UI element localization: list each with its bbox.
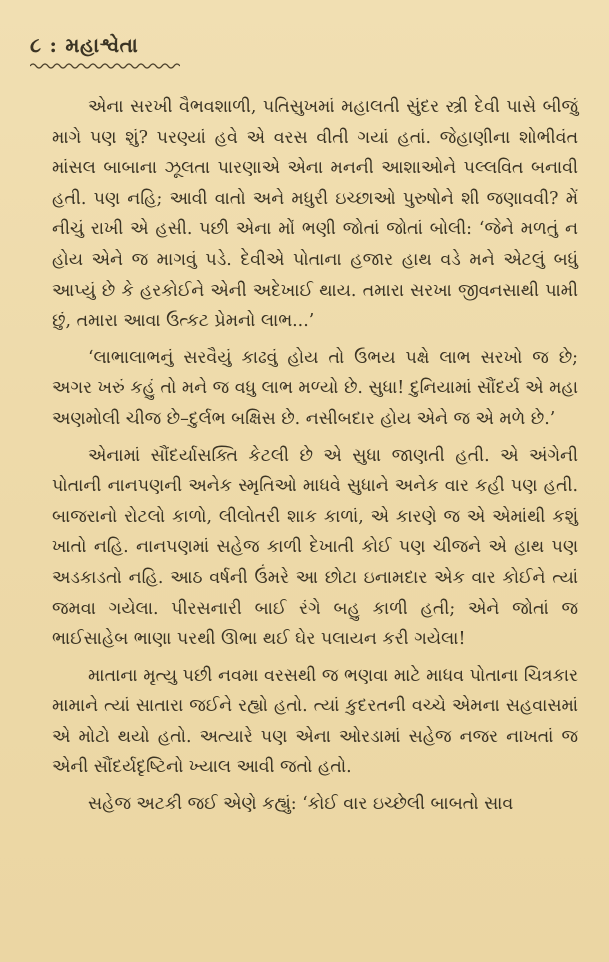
paragraph: એના સરખી વૈભવશાળી, પતિસુખમાં મહાલતી સુંદર સ્ત્રી દેવી પાસે બીજું માગે પણ શું? પરણ્યાં હવે એ વરસ વીતી ગયાં હતાં. જેહાણીના શોભીવંત માંસલ બાબાના ઝૂલતા પારણાએ એના મનની આશાઓને પલ્લવિત બનાવી હતી. પણ નહિ; આવી વાતો અને મધુરી ઇચ્છાઓ પુરુષોને શી જણાવવી? મેં નીચું રાખી એ હસી. પછી એના મોં ભણી જોતાં જોતાં બોલી: ‘જેને મળતું ન હોય એને જ માગવું પડે. દેવીએ પોતાના હજાર હાથ વડે મને એટલું બધું આપ્યું છે કે હરકોઈને એની અદેખાઈ થાય. તમારા સરખા જીવનસાથી પામી છું, તમારા આવા ઉત્કટ પ્રેમનો લાભ...’: [52, 97, 578, 332]
decorative-underline: [30, 62, 180, 70]
paragraph: સહેજ અટકી જઈ એણે કહ્યું: ‘કોઈ વાર ઇચ્છેલી બાબતો સાવ: [88, 794, 514, 815]
chapter-number: ૮: [30, 33, 42, 57]
chapter-title: મહાશ્વેતા: [65, 33, 139, 57]
body-text: [52, 92, 578, 826]
paragraph: માતાના મૃત્યુ પછી નવમા વરસથી જ ભણવા માટે માધવ પોતાના ચિત્રકાર મામાને ત્યાં સાતારા જઈને રહ્યો હતો. ત્યાં કુદરતની વચ્ચે એમના સહવાસમાં એ મોટો થયો હતો. અત્યારે પણ એના ઓરડામાં સહેજ નજર નાખતાં જ એની સૌંદર્યદૃષ્ટિનો ખ્યાલ આવી જતો હતો.: [52, 665, 578, 778]
header-separator: :: [49, 33, 58, 57]
chapter-header: [30, 30, 138, 60]
paragraph: એનામાં સૌંદર્યાસક્તિ કેટલી છે એ સુધા જાણતી હતી. એ અંગેની પોતાની નાનપણની અનેક સ્મૃતિઓ માધવે સુધાને અનેક વાર કહી પણ હતી. બાજરાનો રોટલો કાળો, લીલોતરી શાક કાળાં, એ કારણે જ એ એમાંથી કશું ખાતો નહિ. નાનપણમાં સહેજ કાળી દેખાતી કોઈ પણ ચીજને એ હાથ પણ અડકાડતો નહિ. આઠ વર્ષની ઉંમરે આ છોટા ઇનામદાર એક વાર કોઈને ત્યાં જમવા ગયેલા. પીરસનારી બાઈ રંગે બહુ કાળી હતી; એને જોતાં જ ભાઈસાહેબ ભાણા પરથી ઊભા થઈ ઘેર પલાયન કરી ગયેલા!: [52, 445, 578, 650]
paragraph: ‘લાભાલાભનું સરવૈયું કાઢવું હોય તો ઉભય પક્ષે લાભ સરખો જ છે; અગર ખરું કહું તો મને જ વધુ લાભ મળ્યો છે. સુધા! દુનિયામાં સૌંદર્ય એ મહા અણમોલી ચીજ છે–દુર્લભ બક્ષિસ છે. નસીબદાર હોય એને જ એ મળે છે.’: [52, 347, 578, 429]
